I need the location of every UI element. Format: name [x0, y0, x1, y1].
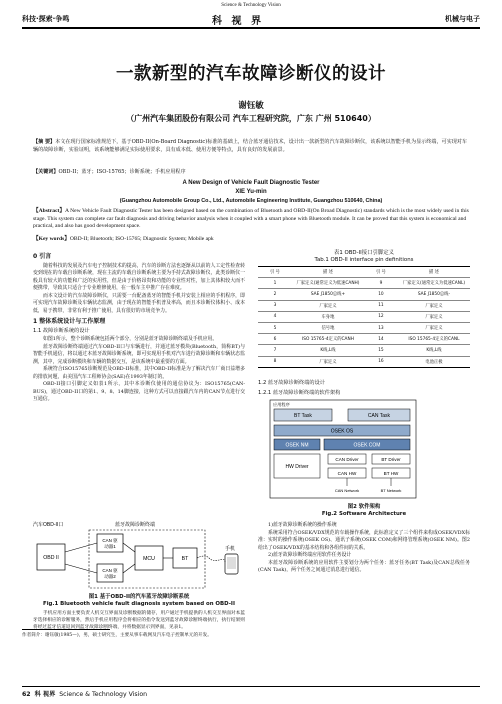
- fig1-phone-label: 手机: [225, 546, 236, 552]
- page-header: [22, 12, 480, 26]
- table-cell: 车身地: [292, 311, 364, 322]
- header-left: 科技·探索·争鸣: [22, 15, 70, 23]
- header-right: 机械与电子: [445, 15, 480, 23]
- table-cell: 1: [258, 278, 292, 289]
- table-cell: ISO 15765-4定义的CANL: [398, 334, 470, 345]
- table-header-row: [258, 267, 470, 278]
- fig1-obd-text: OBD II: [43, 555, 59, 561]
- paragraph: 而本文设计的汽车故障诊断仪，只需要一台配备蓝牙的智能手机并安装上相应的手机程序，即可实现汽车故障诊断及车辆状态监测，由于现在的智能手机普及率高，而且本诊断仪体积小、成本低，易于携带，非常有利于推广使用，具有很好的市场竞争力。: [33, 292, 245, 314]
- subsection-1-1-heading: 1.1 故障诊断系统的设计: [33, 327, 90, 334]
- fig2-osek-os-text: OSEK OS: [330, 428, 354, 435]
- page-footer: [22, 689, 147, 698]
- paragraph: 本蓝牙故障诊断系统的应用软件主要划分为两个任务：蓝牙任务(BT Task)及CAN总线任务(CAN Task)，两个任务之间通过消息进行通信。: [258, 559, 470, 573]
- keywords-en-text: OBD-II; Bluetooth; ISO-15765; Diagnostic System; Mobile apk: [69, 236, 214, 242]
- keywords-en-label: 【Key words】: [33, 236, 70, 242]
- fig1-bt-text: BT: [181, 556, 189, 562]
- footnote-rule: [22, 629, 110, 630]
- author-affiliation: （广州汽车集团股份有限公司 汽车工程研究院，广东 广州 510640）: [126, 114, 376, 123]
- table-cell: K线,L线: [398, 345, 470, 356]
- table-cell: 8: [258, 356, 292, 367]
- author-footnote: 作者简介：谢钰敏(1985—)，男，硕士研究生，主要从事车载网及汽车电子控制单元的开发。: [22, 633, 212, 638]
- right-column-bottom: [258, 522, 470, 575]
- table-cell: K线,L线: [292, 345, 364, 356]
- table-cell: 厂家定义(通常定义为低速CANH): [292, 278, 364, 289]
- table-cell: SAE J1850总线+: [292, 289, 364, 300]
- header-rule: [22, 27, 480, 29]
- right-column-top: [258, 378, 470, 398]
- fig1-can1-line2: 动器1: [104, 544, 116, 549]
- table-cell: 2: [258, 289, 292, 300]
- fig2-bt-hw-text: BT HW: [383, 471, 399, 476]
- table-cell: 11: [364, 300, 398, 311]
- table-row: [258, 322, 470, 333]
- fig1-caption-cn: 图1 基于OBD-II的汽车蓝牙故障诊断系统: [88, 594, 190, 600]
- paragraph: 随着科技的发展及汽车电子控制技术的提高，汽车的诊断方法也逐渐从以前的人工定性检查转变到现在的车载自诊断系统，现在主流的车载自诊断系统主要为手持式故障诊断仪，此类诊断仪一般具有较大的功能和广泛的实用性，但是由于价格昂贵和功能的专业性对性，加上其体积较大而不便携带，导致其只适合于专业维修使用，在一般车主中推广存在难度。: [33, 262, 245, 291]
- footer-journal-en: Science & Technology Vision: [59, 691, 148, 698]
- fig2-bt-driver-text: BT Driver: [381, 457, 401, 462]
- table-cell: ISO 15765-4定义的CANH: [292, 334, 364, 345]
- fig2-hw-driver-text: HW Driver: [285, 464, 309, 470]
- table-cell: 电池正极: [398, 356, 470, 367]
- paragraph: 系统采用符合OSEK/VDX规范的车载操作系统，此标准定义了三个组件来构成OSEK/VDX标准：实时的操作系统(OSEK OS)、通讯子系统(OSEK COM)和网络管理系统(OSEK NM)。图2给出了OSEK/VDX的基本结构和各组件间的关系。: [258, 529, 470, 551]
- table1-caption-en: Tab.1 OBD-II interface pin definitions: [314, 257, 414, 263]
- fig2-can-network-text: CAN Network: [334, 488, 360, 493]
- table-row: [258, 278, 470, 289]
- journal-name-en: Science & Technology Vision: [221, 3, 281, 8]
- table-cell: 16: [364, 356, 398, 367]
- table-1-caption: [258, 250, 470, 264]
- fig2-osek-nm-text: OSEK NM: [285, 442, 309, 449]
- subsection-1-2-1-heading: 1.2.1 蓝牙故障诊断终端的软件架构: [258, 389, 341, 396]
- fig1-can1-box: [97, 534, 123, 552]
- section-0-heading: 0 引言: [33, 253, 52, 260]
- table-header-cell: 引 号: [258, 267, 292, 278]
- table-cell: 14: [364, 334, 398, 345]
- table1-caption-cn: 表1 OBD-II接口引脚定义: [333, 250, 395, 256]
- table-row: [258, 345, 470, 356]
- fig2-can-task-text: CAN Task: [367, 413, 391, 419]
- figure-2-diagram: [268, 398, 418, 500]
- fig2-caption-en: Fig.2 Software Architecture: [321, 511, 407, 517]
- header-center: 科 视 界: [212, 16, 264, 27]
- english-author: XIE Yu-min: [235, 189, 267, 195]
- paper-title: 一款新型的汽车故障诊断仪的设计: [116, 64, 386, 84]
- fig1-terminal-label: 蓝牙故障诊断终端: [115, 522, 156, 528]
- table-cell: 12: [364, 311, 398, 322]
- fig2-bt-network-text: BT Network: [380, 488, 402, 493]
- table-header-cell: 描 述: [292, 267, 364, 278]
- table-row: [258, 289, 470, 300]
- table-cell: SAE J1850总线-: [398, 289, 470, 300]
- phone-screen-icon: [227, 557, 236, 569]
- table-cell: 9: [364, 278, 398, 289]
- fig1-mcu-text: MCU: [143, 556, 155, 562]
- table-cell: 13: [364, 322, 398, 333]
- keywords-cn-label: 【关键词】: [33, 169, 59, 175]
- fig1-can1-line1: CAN 驱: [102, 538, 118, 543]
- keywords-cn-text: OBD-II；蓝牙；ISO-15765；诊断系统；手机应用程序: [58, 169, 186, 175]
- abstract-cn-text: 本文在现行国家标准规范下，基于OBD-II(On-Board Diagnostic)标准的基础上，结合蓝牙通信技术，设计出一款新型的汽车故障诊断仪，该系统以智能手机为显示终端，可实现对车辆的故障诊断，实验证明，该系统能够满足实际使用要求，具有成本低、使用方便等特点，具有良好的发展前景。: [33, 139, 468, 153]
- abstract-cn-label: 【摘 要】: [33, 139, 56, 145]
- table-cell: 厂家定义: [292, 300, 364, 311]
- fig1-can2-box: [97, 564, 123, 582]
- fig2-osek-com-text: OSEK COM: [353, 442, 381, 449]
- figure-1-diagram: [33, 520, 245, 592]
- author-name: 谢钰敏: [238, 101, 264, 111]
- table-cell: 厂家定义(通常定义为低速CANL): [398, 278, 470, 289]
- section-1-heading: 1 整体系统设计与工作原理: [33, 318, 106, 325]
- table-cell: 5: [258, 322, 292, 333]
- obd-pin-table: [258, 266, 470, 368]
- figure-1-caption: [33, 594, 245, 608]
- footer-rule: [22, 686, 480, 687]
- table-cell: 厂家定义: [398, 300, 470, 311]
- table-cell: 7: [258, 345, 292, 356]
- footer-journal-cn: 科 视界: [34, 691, 56, 698]
- page-number: 62: [22, 691, 31, 698]
- left-bottom-text: [33, 610, 245, 631]
- table-cell: 厂家定义: [398, 311, 470, 322]
- table-cell: 厂家定义: [292, 356, 364, 367]
- paragraph: 2)蓝牙故障诊断终端应用软件任务设计: [268, 552, 352, 558]
- english-affiliation: (Guangzhou Automobile Group Co., Ltd., Automobile Engineering Institute, Guangzhou 510640, China): [119, 198, 383, 204]
- paragraph: 系统符合ISO15765诊断规范及OBD-II标准，其中OBD-II标准是为了解决汽车厂商日益增多的排放问题，由美国汽车工程师协会(SAE)在1993年制订的。: [33, 366, 245, 380]
- paragraph: 蓝牙故障诊断终端通过汽车OBD-II口与车辆进行，并通过蓝牙模块(Bluetooth，简称BT)与智能手机通信，将以通过本蓝牙故障诊断系统，即可实现用手机对汽车进行故障诊断和车辆状态监测，其中，完成诊断模块和车辆的数据交互，是该系统中最重要的方面。: [33, 343, 245, 365]
- fig2-can-hw-text: CAN HW: [337, 471, 357, 476]
- fig1-can2-line1: CAN 驱: [102, 568, 118, 573]
- table-row: [258, 334, 470, 345]
- table-cell: 厂家定义: [398, 322, 470, 333]
- table-cell: 信号地: [292, 322, 364, 333]
- abstract-en: [33, 208, 470, 231]
- subsection-1-2-heading: 1.2 蓝牙故障诊断终端的设计: [258, 380, 325, 386]
- fig2-caption-cn: 图2 软件架构: [347, 504, 381, 510]
- fig2-app-layer-label: 应用程序: [273, 402, 290, 407]
- table-cell: 15: [364, 345, 398, 356]
- abstract-en-text: A New Vehicle Fault Diagnostic Tester has been designed based on the combination of Bluetooth and OBD-II(On Broad Diagnostic) standards which is the most widely used in this stage. This system can complete car fault diagnosis and driving behavior analysis when it coupled with a smart phone with Bluetooth module. It can be proved that this system is economical and practical, and also has good development space.: [33, 208, 469, 230]
- fig2-can-driver-text: CAN Driver: [335, 457, 359, 462]
- left-column: [33, 250, 245, 404]
- abstract-en-label: 【Abstract】: [33, 208, 66, 214]
- keywords-en: [33, 236, 470, 244]
- english-title: A New Design of Vehicle Fault Diagnostic Tester: [182, 180, 320, 186]
- table-header-cell: 引 号: [364, 267, 398, 278]
- table-row: [258, 356, 470, 367]
- abstract-cn: [33, 139, 470, 154]
- paragraph: OBD-II接口引脚定义如表1所示，其中本诊断仪使用的通信协议为：ISO15765(CAN-BUS)，通过OBD-II口的第1、9、8、14脚连接，这种方式可以直接跟汽车内的CAN节点进行交互通信。: [33, 381, 245, 402]
- table-header-cell: 描 述: [398, 267, 470, 278]
- figure-2-caption: [258, 504, 470, 518]
- paragraph: 如图1所示，整个诊断系统包括两个部分，分别是蓝牙故障诊断终端及手机应用。: [43, 336, 218, 342]
- table-cell: 10: [364, 289, 398, 300]
- fig1-caption-en: Fig.1 Bluetooth vehicle fault diagnosis system based on OBD-II: [43, 601, 235, 607]
- paragraph: 手机应用方面主要负责人机交互界面及诊断数据的储存，用户通过手机提供的人机交互界面对本蓝牙选择相应的诊断服务，然后手机应用程序会将相应的指令发送到蓝牙故障诊断终端执行，执行结果则将经过蓝牙信道返回到蓝牙故障诊断终端，并将数据显示到界面，见表1。: [33, 611, 245, 630]
- table-cell: 3: [258, 300, 292, 311]
- fig1-can2-line2: 动器2: [104, 574, 116, 579]
- table-cell: 4: [258, 311, 292, 322]
- keywords-cn: [33, 169, 470, 177]
- paragraph: 1)蓝牙故障诊断系统的操作系统: [268, 522, 337, 528]
- table-row: [258, 300, 470, 311]
- fig1-car-port-label: 汽车OBD-II口: [33, 522, 64, 528]
- table-row: [258, 311, 470, 322]
- table-cell: 6: [258, 334, 292, 345]
- fig2-bt-task-text: BT Task: [294, 413, 312, 419]
